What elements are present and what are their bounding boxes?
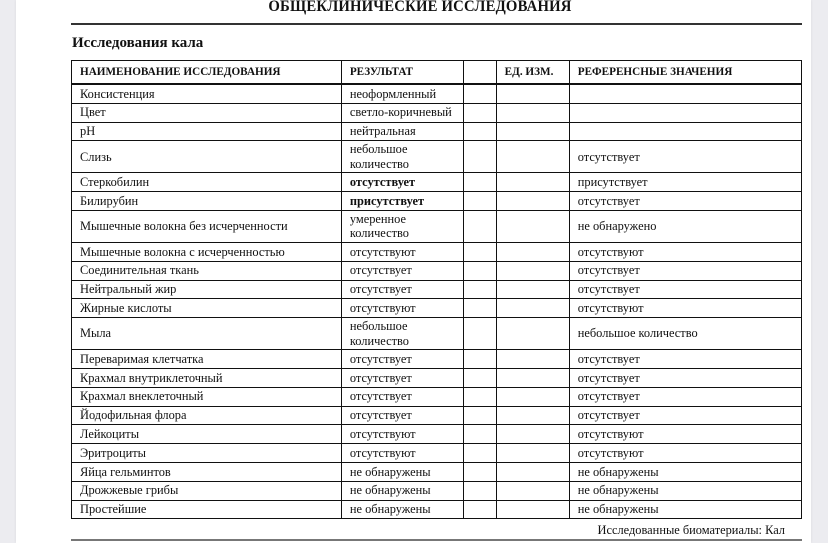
cell-reference: присутствует: [569, 173, 801, 192]
cell-test-name: Жирные кислоты: [72, 299, 342, 318]
cell-result: не обнаружены: [341, 462, 464, 481]
document-page: [16, 0, 811, 543]
table-row: [72, 368, 802, 387]
cell-unit: [496, 368, 569, 387]
cell-flag: [464, 425, 496, 444]
table-row: [72, 173, 802, 192]
title-divider: [71, 23, 802, 25]
cell-flag: [464, 242, 496, 261]
cell-flag: [464, 173, 496, 192]
table-row: [72, 261, 802, 280]
cell-reference: не обнаружены: [569, 462, 801, 481]
table-row: [72, 84, 802, 103]
cell-flag: [464, 368, 496, 387]
cell-test-name: Билирубин: [72, 192, 342, 211]
cell-flag: [464, 261, 496, 280]
results-table: [71, 60, 802, 519]
table-row: [72, 406, 802, 425]
cell-reference: не обнаружены: [569, 481, 801, 500]
cell-test-name: Соединительная ткань: [72, 261, 342, 280]
cell-flag: [464, 350, 496, 369]
cell-test-name: Слизь: [72, 141, 342, 173]
cell-reference: отсутствуют: [569, 444, 801, 463]
cell-reference: [569, 103, 801, 122]
cell-reference: отсутствует: [569, 368, 801, 387]
cell-unit: [496, 261, 569, 280]
cell-reference: не обнаружено: [569, 210, 801, 242]
cell-flag: [464, 318, 496, 350]
cell-unit: [496, 299, 569, 318]
cell-result: отсутствует: [341, 173, 464, 192]
header-result: РЕЗУЛЬТАТ: [341, 61, 464, 85]
cell-test-name: Йодофильная флора: [72, 406, 342, 425]
cell-reference: отсутствуют: [569, 242, 801, 261]
document-title: ОБЩЕКЛИНИЧЕСКИЕ ИССЛЕДОВАНИЯ: [268, 0, 572, 15]
cell-unit: [496, 444, 569, 463]
cell-reference: [569, 84, 801, 103]
cell-flag: [464, 462, 496, 481]
table-row: [72, 122, 802, 141]
table-row: [72, 192, 802, 211]
table-row: [72, 242, 802, 261]
table-row: [72, 318, 802, 350]
cell-test-name: Переваримая клетчатка: [72, 350, 342, 369]
cell-reference: не обнаружены: [569, 500, 801, 519]
cell-unit: [496, 481, 569, 500]
cell-flag: [464, 406, 496, 425]
cell-reference: [569, 122, 801, 141]
cell-test-name: Стеркобилин: [72, 173, 342, 192]
cell-result: отсутствует: [341, 350, 464, 369]
cell-test-name: Нейтральный жир: [72, 280, 342, 299]
cell-test-name: Крахмал внутриклеточный: [72, 368, 342, 387]
table-row: [72, 280, 802, 299]
cell-test-name: Простейшие: [72, 500, 342, 519]
cell-unit: [496, 103, 569, 122]
cell-unit: [496, 210, 569, 242]
table-row: [72, 462, 802, 481]
cell-result: умеренное количество: [341, 210, 464, 242]
cell-flag: [464, 103, 496, 122]
header-unit: ЕД. ИЗМ.: [496, 61, 569, 85]
cell-result: отсутствуют: [341, 444, 464, 463]
cell-unit: [496, 192, 569, 211]
cell-result: отсутствует: [341, 368, 464, 387]
cell-result: не обнаружены: [341, 481, 464, 500]
cell-test-name: pH: [72, 122, 342, 141]
cell-flag: [464, 192, 496, 211]
cell-test-name: Дрожжевые грибы: [72, 481, 342, 500]
cell-reference: отсутствует: [569, 261, 801, 280]
cell-flag: [464, 444, 496, 463]
cell-unit: [496, 406, 569, 425]
cell-reference: отсутствует: [569, 141, 801, 173]
cell-result: неоформленный: [341, 84, 464, 103]
cell-flag: [464, 387, 496, 406]
cell-unit: [496, 122, 569, 141]
cell-result: отсутствуют: [341, 242, 464, 261]
cell-test-name: Консистенция: [72, 84, 342, 103]
header-reference: РЕФЕРЕНСНЫЕ ЗНАЧЕНИЯ: [569, 61, 801, 85]
cell-flag: [464, 481, 496, 500]
cell-unit: [496, 141, 569, 173]
cell-result: не обнаружены: [341, 500, 464, 519]
table-row: [72, 103, 802, 122]
cell-flag: [464, 84, 496, 103]
table-row: [72, 350, 802, 369]
table-row: [72, 425, 802, 444]
cell-flag: [464, 280, 496, 299]
table-row: [72, 141, 802, 173]
cell-flag: [464, 210, 496, 242]
cell-unit: [496, 318, 569, 350]
cell-test-name: Крахмал внеклеточный: [72, 387, 342, 406]
cell-unit: [496, 280, 569, 299]
cell-result: отсутствуют: [341, 299, 464, 318]
cell-test-name: Мыла: [72, 318, 342, 350]
cell-unit: [496, 350, 569, 369]
cell-test-name: Цвет: [72, 103, 342, 122]
table-row: [72, 210, 802, 242]
cell-result: небольшое количество: [341, 318, 464, 350]
cell-result: светло-коричневый: [341, 103, 464, 122]
cell-reference: отсутствуют: [569, 299, 801, 318]
cell-reference: небольшое количество: [569, 318, 801, 350]
cell-unit: [496, 242, 569, 261]
cell-reference: отсутствует: [569, 280, 801, 299]
table-row: [72, 387, 802, 406]
cell-flag: [464, 141, 496, 173]
cell-result: отсутствует: [341, 406, 464, 425]
cell-reference: отсутствуют: [569, 425, 801, 444]
cell-test-name: Мышечные волокна без исчерченности: [72, 210, 342, 242]
cell-result: нейтральная: [341, 122, 464, 141]
cell-reference: отсутствует: [569, 406, 801, 425]
header-flag: [464, 61, 496, 85]
biomaterial-footer: Исследованные биоматериалы: Кал: [597, 523, 785, 537]
cell-flag: [464, 500, 496, 519]
cell-unit: [496, 84, 569, 103]
cell-unit: [496, 387, 569, 406]
cell-result: отсутствует: [341, 280, 464, 299]
table-row: [72, 500, 802, 519]
table-row: [72, 299, 802, 318]
header-test-name: НАИМЕНОВАНИЕ ИССЛЕДОВАНИЯ: [72, 61, 342, 85]
cell-flag: [464, 299, 496, 318]
cell-unit: [496, 462, 569, 481]
section-title: Исследования кала: [72, 35, 204, 51]
cell-test-name: Лейкоциты: [72, 425, 342, 444]
cell-reference: отсутствует: [569, 350, 801, 369]
cell-result: отсутствует: [341, 261, 464, 280]
cell-flag: [464, 122, 496, 141]
cell-result: небольшое количество: [341, 141, 464, 173]
cell-reference: отсутствует: [569, 192, 801, 211]
footer-divider: [71, 539, 802, 541]
cell-result: присутствует: [341, 192, 464, 211]
table-row: [72, 444, 802, 463]
cell-test-name: Эритроциты: [72, 444, 342, 463]
cell-test-name: Яйца гельминтов: [72, 462, 342, 481]
cell-unit: [496, 500, 569, 519]
table-header-row: [72, 61, 802, 85]
cell-reference: отсутствует: [569, 387, 801, 406]
cell-result: отсутствуют: [341, 425, 464, 444]
cell-result: отсутствует: [341, 387, 464, 406]
cell-unit: [496, 173, 569, 192]
table-body: [72, 84, 802, 519]
table-row: [72, 481, 802, 500]
cell-unit: [496, 425, 569, 444]
cell-test-name: Мышечные волокна с исчерченностью: [72, 242, 342, 261]
